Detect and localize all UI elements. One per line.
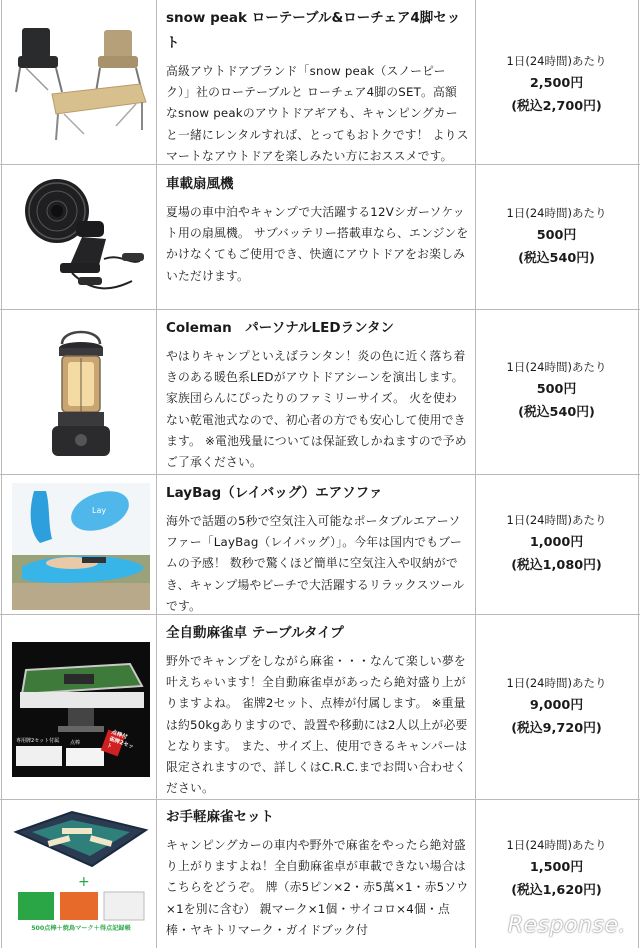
product-name: snow peak ローテーブル&ローチェア4脚セット [166, 10, 461, 51]
product-info [166, 172, 469, 287]
price-block [475, 509, 638, 577]
car-fan-photo [12, 173, 150, 298]
divider [1, 0, 2, 164]
svg-text:+: + [78, 874, 90, 890]
price-value: 2,500円 [529, 76, 584, 91]
product-description: 野外でキャンプをしながら麻雀・・・なんて楽しい夢を叶えちゃいます！全自動麻雀卓があったら絶対盛り上がりますよね。 雀牌2セット、点棒が付属します。 ※重量は約50kgありますので、設置や移動には2人以上が必要となります。 また、サイズ上、使用できるキャンパーは限定されますので、詳しくはC.R.C.までお問い合わせください。 [166, 654, 468, 796]
led-lantern-photo [12, 324, 150, 464]
air-sofa-photo [12, 483, 150, 610]
divider [1, 475, 2, 614]
price-tax-included: (税込1,620円) [511, 883, 602, 898]
price-unit: 1日(24時間)あたり [506, 206, 607, 220]
divider [156, 310, 157, 474]
divider [156, 615, 157, 799]
price-block [475, 202, 638, 270]
price-value: 500円 [536, 228, 577, 243]
price-unit: 1日(24時間)あたり [506, 360, 607, 374]
product-info [166, 621, 469, 799]
product-row [0, 165, 640, 310]
product-row [0, 310, 640, 475]
product-description: やはりキャンプといえばランタン！炎の色に近く落ち着きのある暖色系LEDがアウトドアシーンを演出します。 家族団らんにぴったりのファミリーサイズ。 火を使わない乾電池式なので、初心者の方でも安心して使用できます。 ※電池残量については保証致しかねますので予めご了承ください。 [166, 349, 467, 470]
product-name: LayBag（レイバッグ）エアソファ [166, 485, 383, 501]
response-watermark-logo: Response. [507, 913, 626, 938]
divider [1, 800, 2, 948]
product-info [166, 6, 469, 167]
divider [156, 0, 157, 164]
price-tax-included: (税込9,720円) [511, 721, 602, 736]
divider [638, 800, 639, 948]
divider [156, 165, 157, 309]
divider [638, 475, 639, 614]
price-tax-included: (税込1,080円) [511, 558, 602, 573]
divider [1, 310, 2, 474]
product-info [166, 481, 469, 617]
product-info [166, 316, 469, 473]
divider [638, 165, 639, 309]
mahjong-set-caption: 500点棒＋焼鳥マーク＋得点記録帳 [31, 925, 131, 932]
price-tax-included: (税込2,700円) [511, 99, 602, 114]
product-info [166, 805, 469, 941]
divider [1, 615, 2, 799]
price-block [475, 672, 638, 740]
product-description: 夏場の車中泊やキャンプで大活躍する12Vシガーソケット用の扇風機。 サブバッテリー搭載車なら、エンジンをかけなくてもご使用でき、快適にアウトドアをお楽しみいただけます。 [166, 205, 469, 283]
product-name: お手軽麻雀セット [166, 809, 274, 825]
mahjong-badge: 点棒付 雀牌2セット [105, 729, 135, 751]
price-block [475, 834, 638, 902]
svg-text:Lay: Lay [92, 506, 107, 515]
price-unit: 1日(24時間)あたり [506, 676, 607, 690]
product-description: 高級アウトドアブランド「snow peak（スノーピーク）」社のローテーブルと ローチェア4脚のSET。高額なsnow peakのアウトドアギアも、キャンピングカーと一緒にレンタルすれば、とってもおトクです！ よりスマートなアウトドアを楽しみたい方におススメです。 [166, 64, 469, 163]
mahjong-caption-sticks: 点棒 [70, 740, 81, 746]
price-unit: 1日(24時間)あたり [506, 838, 607, 852]
divider [638, 615, 639, 799]
price-value: 1,500円 [529, 860, 584, 875]
divider [638, 310, 639, 474]
product-name: 車載扇風機 [166, 176, 234, 192]
mahjong-caption-tiles: 専用牌2セット付属 [16, 738, 60, 744]
divider [156, 800, 157, 948]
price-value: 9,000円 [529, 698, 584, 713]
table-chairs-photo [12, 22, 150, 147]
product-name: 全自動麻雀卓 テーブルタイプ [166, 625, 344, 641]
price-unit: 1日(24時間)あたり [506, 54, 607, 68]
product-description: キャンピングカーの車内や野外で麻雀をやったら絶対盛り上がりますよね！全自動麻雀卓が車載できない場合はこちらをどうぞ。 牌（赤5ピン×2・赤5萬×1・赤5ソウ×1を別に含む） 親マーク×1個・サイコロ×4個・点棒・ヤキトリマーク・ガイドブック付 [166, 838, 469, 937]
price-unit: 1日(24時間)あたり [506, 513, 607, 527]
divider [638, 0, 639, 164]
product-row [0, 0, 640, 165]
price-tax-included: (税込540円) [518, 251, 595, 266]
price-block [475, 50, 638, 118]
product-description: 海外で話題の5秒で空気注入可能なポータブルエアーソファー「LayBag（レイバッグ）」。今年は国内でもブームの予感！ 数秒で驚くほど簡単に空気注入や収納ができ、キャンプ場やビーチで大活躍するリラックスツールです。 [166, 514, 465, 613]
divider [1, 165, 2, 309]
price-value: 500円 [536, 382, 577, 397]
price-block [475, 356, 638, 424]
mahjong-table-photo [12, 642, 150, 777]
product-row [0, 615, 640, 800]
product-name: Coleman パーソナルLEDランタン [166, 320, 395, 336]
mahjong-set-photo [12, 808, 150, 940]
product-row [0, 475, 640, 615]
divider [156, 475, 157, 614]
price-tax-included: (税込540円) [518, 405, 595, 420]
price-value: 1,000円 [529, 535, 584, 550]
